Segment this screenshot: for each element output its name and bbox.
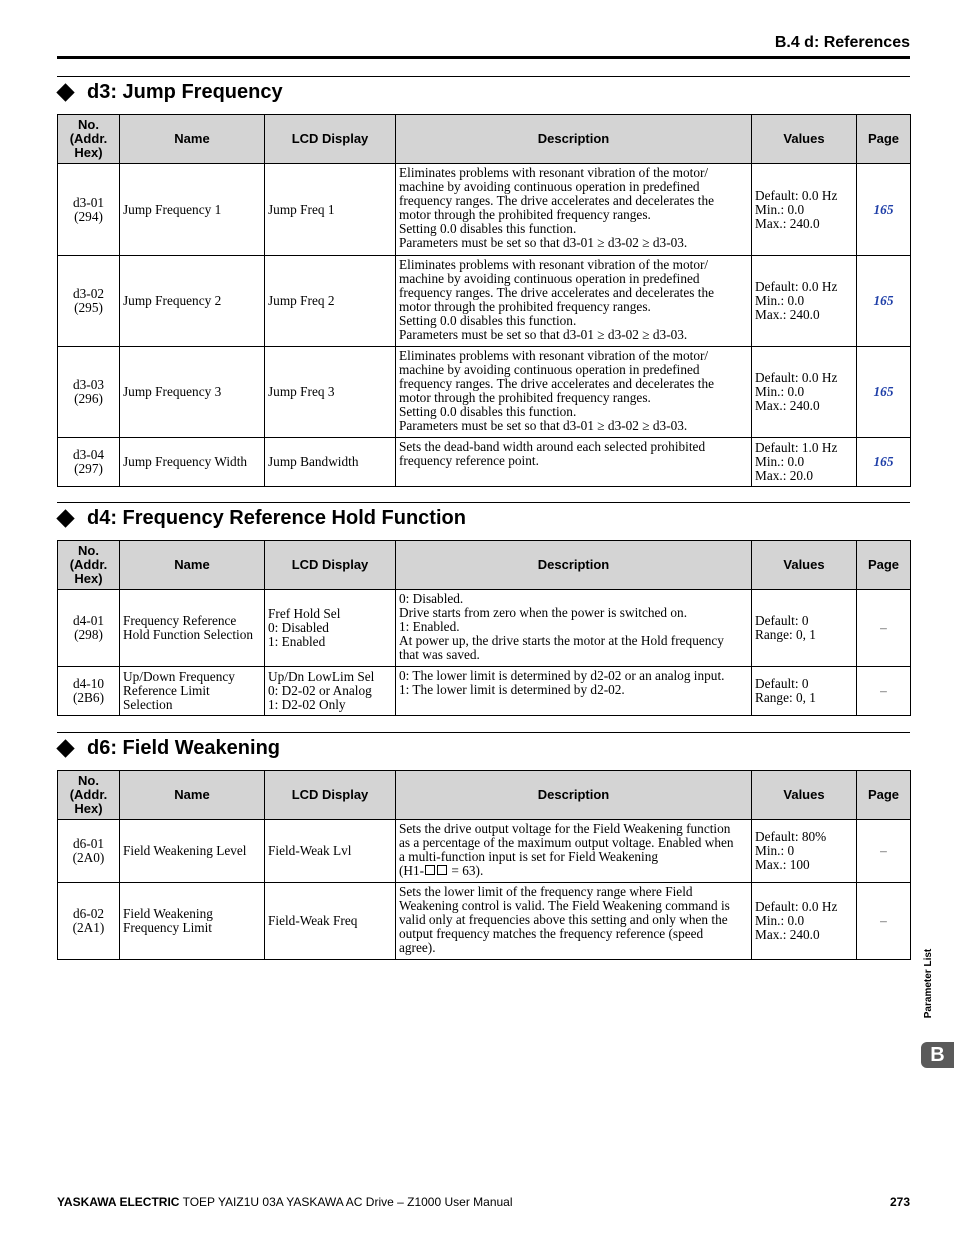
param-number: d3-02	[72, 286, 105, 301]
column-header: Name	[120, 541, 265, 590]
param-number: d4-10	[72, 676, 105, 691]
param-name: Jump Frequency 3	[120, 347, 265, 438]
table-row	[58, 820, 911, 883]
param-address: (295)	[74, 300, 103, 315]
param-name: Field Weakening Frequency Limit	[120, 883, 265, 960]
param-address: (296)	[74, 391, 103, 406]
param-name: Field Weakening Level	[120, 820, 265, 883]
column-header: LCD Display	[265, 541, 396, 590]
table-row	[58, 256, 911, 347]
section-heading: d6: Field Weakening	[87, 737, 280, 759]
column-header: No. (Addr. Hex)	[58, 115, 120, 164]
param-address: (294)	[74, 208, 103, 224]
page-none: –	[880, 683, 887, 698]
values: Default: 1.0 Hz Min.: 0.0 Max.: 20.0	[752, 438, 857, 487]
page-cell	[857, 883, 911, 960]
param-name: Up/Down Frequency Reference Limit Selection	[120, 667, 265, 716]
description: Sets the lower limit of the frequency range where Field Weakening control is valid. The Field Weakening command is valid only at frequencies above this setting and only when the output frequency matches the frequency reference (speed agree).	[396, 883, 752, 960]
description: Sets the dead-band width around each selected prohibited frequency reference point.	[396, 438, 752, 487]
page-none: –	[880, 620, 887, 635]
page-link[interactable]: 165	[873, 454, 894, 469]
param-name: Jump Frequency 2	[120, 256, 265, 347]
section-title-d6	[57, 732, 910, 763]
page-link[interactable]: 165	[873, 201, 894, 217]
lcd-display: Fref Hold Sel 0: Disabled 1: Enabled	[265, 590, 396, 667]
page-cell	[857, 347, 911, 438]
param-number: d4-01	[72, 613, 105, 628]
param-address: (2A0)	[72, 850, 105, 865]
param-table-d3	[57, 114, 911, 487]
footer-doc-title: TOEP YAIZ1U 03A YASKAWA AC Drive – Z1000 User Manual	[179, 1195, 513, 1209]
values: Default: 0.0 Hz Min.: 0.0 Max.: 240.0	[752, 256, 857, 347]
column-header: Description	[396, 115, 752, 164]
placeholder-box-icon	[425, 865, 435, 875]
param-address: (298)	[74, 627, 103, 642]
lcd-display: Field-Weak Freq	[265, 883, 396, 960]
lcd-display: Jump Bandwidth	[265, 438, 396, 487]
page-cell	[857, 667, 911, 716]
values: Default: 0 Range: 0, 1	[752, 590, 857, 667]
column-header: No. (Addr. Hex)	[58, 541, 120, 590]
values: Default: 0.0 Hz Min.: 0.0 Max.: 240.0	[752, 883, 857, 960]
diamond-bullet-icon	[56, 739, 74, 757]
param-address: (297)	[74, 461, 103, 476]
values: Default: 0 Range: 0, 1	[752, 667, 857, 716]
page-cell	[857, 590, 911, 667]
page-footer	[57, 1192, 910, 1212]
lcd-display: Jump Freq 3	[265, 347, 396, 438]
param-number-cell	[58, 438, 120, 487]
table-row	[58, 590, 911, 667]
footer-brand: YASKAWA ELECTRIC	[57, 1195, 180, 1209]
param-name: Jump Frequency Width	[120, 438, 265, 487]
param-number-cell	[58, 590, 120, 667]
table-row	[58, 438, 911, 487]
lcd-display: Field-Weak Lvl	[265, 820, 396, 883]
table-row	[58, 164, 911, 256]
page-none: –	[880, 913, 887, 928]
table-header-row	[58, 115, 911, 164]
section-title-d4	[57, 502, 910, 533]
param-number-cell	[58, 347, 120, 438]
column-header: Values	[752, 771, 857, 820]
column-header: Description	[396, 771, 752, 820]
param-number: d3-04	[72, 447, 105, 462]
param-address: (2B6)	[72, 690, 105, 705]
table-row	[58, 347, 911, 438]
diamond-bullet-icon	[56, 83, 74, 101]
column-header: Description	[396, 541, 752, 590]
values: Default: 0.0 Hz Min.: 0.0 Max.: 240.0	[752, 164, 857, 256]
column-header: LCD Display	[265, 771, 396, 820]
lcd-display: Up/Dn LowLim Sel 0: D2-02 or Analog 1: D2-02 Only	[265, 667, 396, 716]
page-cell	[857, 438, 911, 487]
param-number: d6-02	[72, 906, 105, 921]
column-header: Page	[857, 115, 911, 164]
chapter-tab: B	[921, 1042, 954, 1068]
section-title-d3	[57, 76, 910, 107]
table-row	[58, 667, 911, 716]
column-header: LCD Display	[265, 115, 396, 164]
param-number-cell	[58, 883, 120, 960]
description: Eliminates problems with resonant vibration of the motor/ machine by avoiding continuous operation in predefined frequency ranges. The drive accelerates and decelerates the motor through the prohibited frequency ranges. Setting 0.0 disables this function. Parameters must be set so that d3-01 ≥ d3-02 ≥ d3-03.	[396, 347, 752, 438]
diamond-bullet-icon	[56, 509, 74, 527]
page-cell	[857, 256, 911, 347]
page-none: –	[880, 843, 887, 858]
running-header	[57, 32, 910, 59]
param-table-d4	[57, 540, 911, 716]
param-name: Frequency Reference Hold Function Selection	[120, 590, 265, 667]
column-header: No. (Addr. Hex)	[58, 771, 120, 820]
param-number-cell	[58, 820, 120, 883]
section-heading: d4: Frequency Reference Hold Function	[87, 507, 466, 529]
description: Eliminates problems with resonant vibration of the motor/ machine by avoiding continuous operation in predefined frequency ranges. The drive accelerates and decelerates the motor through the prohibited frequency ranges. Setting 0.0 disables this function. Parameters must be set so that d3-01 ≥ d3-02 ≥ d3-03.	[396, 256, 752, 347]
side-chapter-label-text: Parameter List	[923, 948, 935, 1018]
column-header: Page	[857, 541, 911, 590]
column-header: Name	[120, 115, 265, 164]
page-cell	[857, 820, 911, 883]
side-chapter-label	[914, 938, 944, 1028]
column-header: Values	[752, 541, 857, 590]
param-table-d6	[57, 770, 911, 960]
description: Eliminates problems with resonant vibration of the motor/ machine by avoiding continuous operation in predefined frequency ranges. The drive accelerates and decelerates the motor through the prohibited frequency ranges. Setting 0.0 disables this function. Parameters must be set so that d3-01 ≥ d3-02 ≥ d3-03.	[396, 164, 752, 256]
page-cell	[857, 164, 911, 256]
lcd-display: Jump Freq 1	[265, 164, 396, 256]
page-link[interactable]: 165	[873, 384, 894, 399]
section-heading: d3: Jump Frequency	[87, 81, 283, 103]
param-number: d3-01	[72, 194, 105, 210]
param-address: (2A1)	[72, 920, 105, 935]
table-header-row	[58, 771, 911, 820]
table-row	[58, 883, 911, 960]
param-number: d6-01	[72, 836, 105, 851]
param-number: d3-03	[72, 377, 105, 392]
column-header: Values	[752, 115, 857, 164]
placeholder-box-icon	[437, 865, 447, 875]
values: Default: 80% Min.: 0 Max.: 100	[752, 820, 857, 883]
param-number-cell	[58, 164, 120, 256]
running-header-text: B.4 d: References	[774, 34, 910, 51]
table-header-row	[58, 541, 911, 590]
description: Sets the drive output voltage for the Field Weakening function as a percentage of the maximum output voltage. Enabled when a multi-function input is set for Field Weakening (H1- = 63).	[396, 820, 752, 883]
description: 0: Disabled. Drive starts from zero when the power is switched on. 1: Enabled. At power up, the drive starts the motor at the Hold frequency that was saved.	[396, 590, 752, 667]
param-name: Jump Frequency 1	[120, 164, 265, 256]
lcd-display: Jump Freq 2	[265, 256, 396, 347]
page-link[interactable]: 165	[873, 293, 894, 308]
page-number: 273	[889, 1195, 910, 1209]
param-number-cell	[58, 667, 120, 716]
param-number-cell	[58, 256, 120, 347]
description: 0: The lower limit is determined by d2-02 or an analog input. 1: The lower limit is determined by d2-02.	[396, 667, 752, 716]
column-header: Name	[120, 771, 265, 820]
values: Default: 0.0 Hz Min.: 0.0 Max.: 240.0	[752, 347, 857, 438]
column-header: Page	[857, 771, 911, 820]
